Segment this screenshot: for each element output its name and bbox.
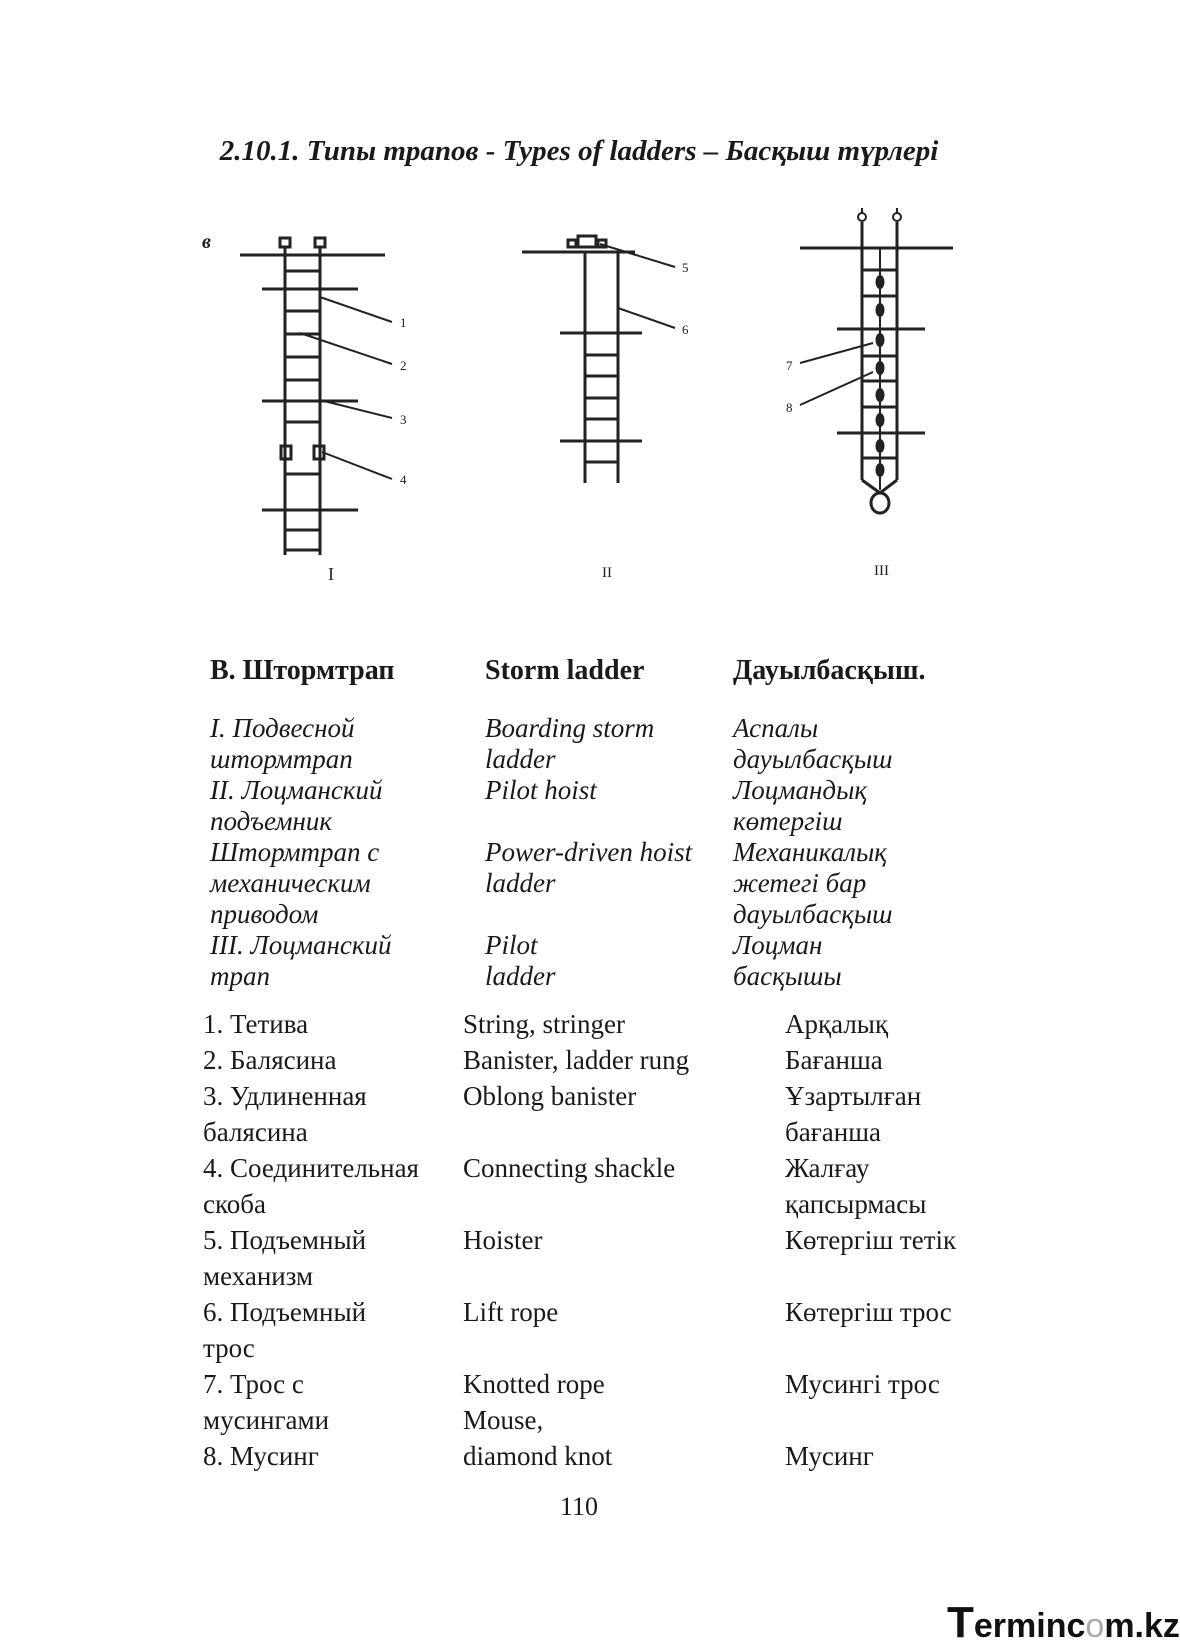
callout-4: 4	[400, 472, 407, 487]
panel-label-3: III	[874, 563, 889, 579]
header-kz: Дауылбасқыш.	[733, 655, 926, 686]
page-number: 110	[559, 1492, 599, 1521]
ladder-types-figure	[0, 0, 1158, 600]
figure-corner-label: в	[202, 231, 211, 253]
terms-ru-column: 1. Тетива 2. Балясина 3. Удлиненная балясина 4. Соединительная скоба 5. Подъемный механизм 6. Подъемный трос 7. Трос с мусингами 8. Мусинг	[203, 1009, 419, 1471]
panel-label-2: II	[602, 565, 612, 581]
types-en-column: Boarding storm ladder Pilot hoist Power-driven hoist ladder Pilot ladder	[485, 713, 693, 991]
callout-8: 8	[786, 400, 793, 415]
callout-3: 3	[400, 412, 407, 427]
header-en: Storm ladder	[485, 655, 645, 686]
callout-5: 5	[682, 260, 689, 275]
header-ru: В. Штормтрап	[210, 655, 395, 686]
termincom-watermark-logo: Termincom.kz	[947, 1598, 1180, 1647]
types-kz-column: Аспалы дауылбасқыш Лоцмандық көтергіш Механикалық жетегі бар дауылбасқыш Лоцман басқышы	[733, 713, 893, 991]
callout-6: 6	[682, 322, 689, 337]
callout-1: 1	[400, 315, 407, 330]
types-ru-column: I. Подвесной штормтрап II. Лоцманский подъемник Штормтрап с механическим приводом III. Лоцманский трап	[210, 713, 392, 991]
callout-7: 7	[786, 358, 793, 373]
section-title: 2.10.1. Типы трапов - Types of ladders – Басқыш түрлері	[219, 135, 939, 167]
callout-2: 2	[400, 358, 407, 373]
terms-kz-column: Арқалық Бағанша Ұзартылған бағанша Жалғау қапсырмасы Көтергіш тетік Көтергіш трос Мусингі трос Мусинг	[785, 1009, 957, 1471]
terms-en-column: String, stringer Banister, ladder rung Oblong banister Connecting shackle Hoister Lift rope Knotted rope Mouse, diamond knot	[463, 1009, 690, 1471]
panel-label-1: I	[328, 564, 334, 584]
